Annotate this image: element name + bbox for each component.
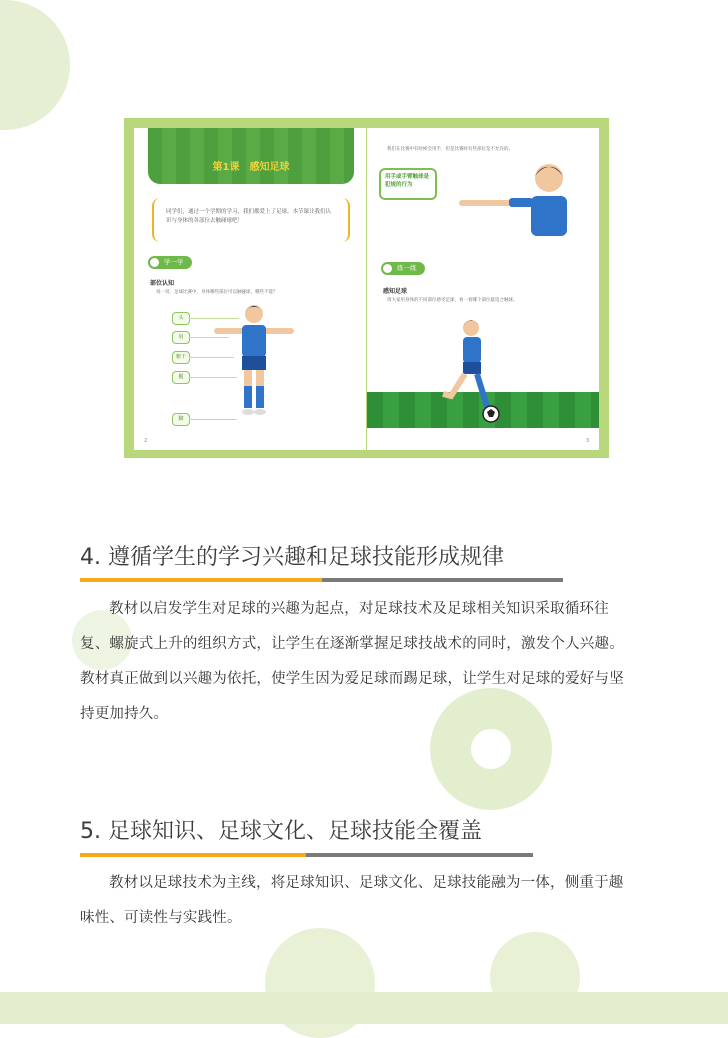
paragraph-line: 味性、可读性与实践性。: [80, 910, 242, 926]
section-4-underline: [80, 578, 563, 582]
boy-kicking-illustration: [433, 316, 533, 426]
cap-icon: [150, 258, 159, 267]
book-page-left: [134, 128, 366, 450]
intro-text: 同学们，通过一个学期的学习，我们都爱上了足球。本节课让我们认识与身体的各部位去触碰球吧！: [152, 198, 350, 242]
section-4-paragraph: [80, 592, 655, 732]
book-page-right: [367, 128, 599, 450]
section-5-paragraph: [80, 866, 655, 936]
page-number-left: 2: [144, 438, 148, 444]
practice-pill-label: 练一练: [397, 264, 417, 272]
learn-heading: 部位认知: [150, 280, 175, 287]
paragraph-line: 持更加持久。: [80, 706, 169, 722]
right-top-text: 我们在比赛中有时候会用手，但是比赛时有些部位是不允许的。: [387, 147, 513, 152]
body-label-shoulder: 肩: [172, 331, 190, 344]
body-label-leg: 腿: [172, 371, 190, 384]
section-5-underline: [80, 853, 533, 857]
decor-circle-top-left: [0, 0, 70, 130]
practice-heading: 感知足球: [383, 288, 408, 295]
paragraph-line: 教材以足球技术为主线，将足球知识、足球文化、足球技能融为一体，侧重于趣: [109, 875, 624, 891]
textbook-spread-image: [124, 118, 609, 458]
body-label-foot: 脚: [172, 413, 190, 426]
underline-accent: [80, 853, 306, 857]
learn-pill-label: 学一学: [164, 258, 184, 266]
body-label-torso: 躯干: [172, 351, 190, 364]
boy-pointing-illustration: [439, 158, 589, 238]
learn-text: 说一说：足球比赛中，身体哪些部位可以触碰球，哪些不能？: [156, 290, 278, 295]
paragraph-line: 复、螺旋式上升的组织方式，让学生在逐渐掌握足球技战术的同时，激发个人兴趣。: [80, 636, 624, 652]
section-5-title: 5. 足球知识、足球文化、足球技能全覆盖: [80, 819, 482, 844]
underline-gray: [306, 853, 533, 857]
callout-box: 用手或手臂触球是犯规的行为: [379, 168, 437, 200]
paragraph-line: 教材真正做到以兴趣为依托，使学生因为爱足球而踢足球，让学生对足球的爱好与坚: [80, 671, 624, 687]
lesson-banner: [148, 128, 354, 184]
paragraph-line: 教材以启发学生对足球的兴趣为起点，对足球技术及足球相关知识采取循环往: [109, 601, 609, 617]
underline-accent: [80, 578, 322, 582]
underline-gray: [322, 578, 563, 582]
boy-standing-illustration: [204, 300, 304, 430]
body-label-head: 头: [172, 312, 190, 325]
page-number-right: 3: [585, 438, 589, 444]
learn-pill: [148, 256, 192, 269]
lesson-title: 第1课 感知足球: [212, 162, 290, 173]
section-4-title: 4. 遵循学生的学习兴趣和足球技能形成规律: [80, 545, 504, 570]
ball-icon: [383, 264, 392, 273]
practice-pill: [381, 262, 425, 275]
practice-text: 请大家用身体的不同部位感受足球，看一看哪个部位最适合触球。: [387, 298, 518, 303]
footer-band: [0, 992, 728, 1024]
